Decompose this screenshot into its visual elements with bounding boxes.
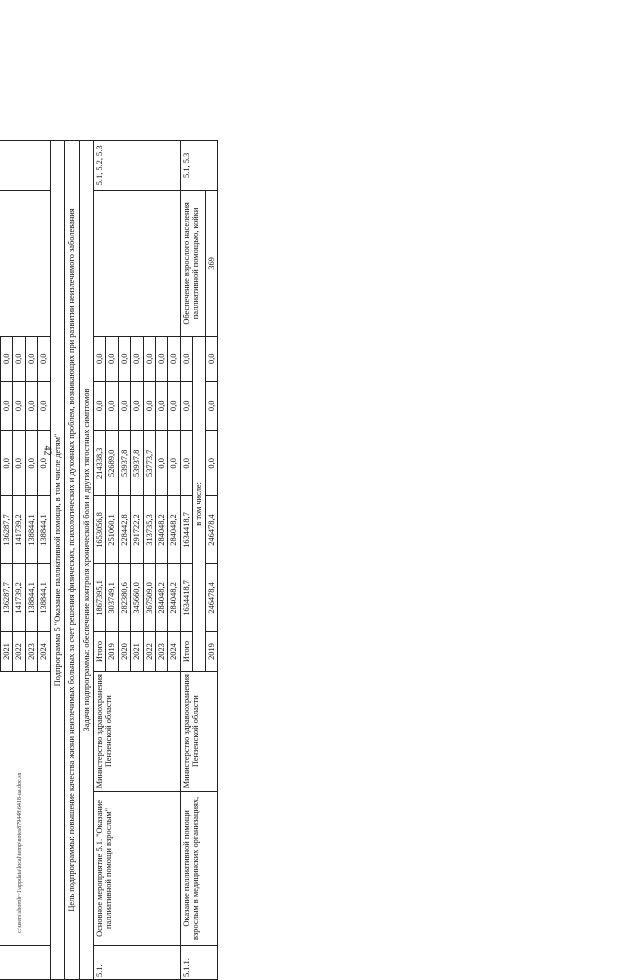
table-row: 2024 284048,2 284048,2 0,0 0,0 0,0: [168, 141, 180, 980]
measure-org: Министерство здравоохранения Пензенской области: [180, 671, 217, 791]
table-row: 2020 282380,6 228442,8 53937,8 0,0 0,0: [118, 141, 130, 980]
measure-number: 5.1.1.: [180, 946, 217, 980]
rotated-table-wrapper: [0, 140, 339, 980]
table-row: 2022 367509,0 313735,3 53773,7 0,0 0,0: [143, 141, 155, 980]
measure-result: Обеспечение взрослого населения паллиативной помощью, койки: [180, 190, 205, 336]
including-label: в том числе:: [193, 337, 205, 672]
table-row: 2019 246478,4 246478,4 0,0 0,0 0,0 369: [205, 141, 217, 980]
table-row: 2021 136287,7 136287,7 0,0 0,0 0,0: [1, 141, 13, 980]
program-table: [0, 140, 218, 980]
measure-number: 5.1.: [93, 946, 180, 980]
measure-ref: 5.1, 5.3: [180, 141, 217, 191]
table-row: 2022 141739,2 141739,2 0,0 0,0 0,0: [13, 141, 25, 980]
subprogram5-goal: Цель подпрограммы: повышение качества жизни неизлечимых больных за счет решения физических, психологических и духовных проблем, возникающих при развитии неизлечимого заболевания: [65, 141, 79, 980]
table-row: 5.1.1. Оказание паллиативной помощи взрослым в медицинских организациях, Министерство здравоохранения Пензенской области Итого 1634418,7 1634418,7 0,0 0,0 0,0 Обеспечение взрослого населения паллиативной помощью, койки 5.1, 5.3: [180, 141, 192, 980]
measure-ref: 5.1, 5.2, 5.3: [93, 141, 180, 191]
subprogram5-title: Подпрограмма 5 "Оказание паллиативной помощи, в том числе детям": [50, 141, 64, 980]
subprogram-task-row: [79, 141, 93, 980]
footer-file-path: c:\users\sboroh~1\appdata\local\temp\notes879448\6418-ua.doc.sx: [17, 772, 23, 933]
table-row: 2023 138844,1 138844,1 0,0 0,0 0,0: [25, 141, 37, 980]
subprogram4-total-label: [0, 671, 50, 945]
measure-name: Оказание паллиативной помощи взрослым в медицинских организациях,: [180, 791, 217, 945]
table-row: 2019 303749,1 251060,1 52689,0 0,0 0,0: [106, 141, 118, 980]
table-row: 2021 345660,0 291722,2 53937,8 0,0 0,0: [131, 141, 143, 980]
table-row: 2024 138844,1 138844,1 0,0 0,0 0,0: [38, 141, 50, 980]
page-number: 42: [41, 445, 53, 456]
table-row: 5.1. Основное мероприятие 5.1. "Оказание паллиативной помощи взрослым" Министерство здравоохранения Пензенской области Итого 1867395,1 1653056,8 214338,3 0,0 0,0 5.1, 5.2, 5.3: [93, 141, 105, 980]
measure-result-value: 369: [205, 190, 217, 336]
table-row: 2023 284048,2 284048,2 0,0 0,0 0,0: [155, 141, 167, 980]
measure-org: Министерство здравоохранения Пензенской области: [93, 671, 180, 791]
subprogram-goal-row: [65, 141, 79, 980]
measure-name: Основное мероприятие 5.1. "Оказание паллиативной помощи взрослым": [93, 791, 180, 945]
subprogram-title-row: [50, 141, 64, 980]
subprogram5-task: Задачи подпрограммы: обеспечение контроля хронической боли и других тягостных симптомов: [79, 141, 93, 980]
